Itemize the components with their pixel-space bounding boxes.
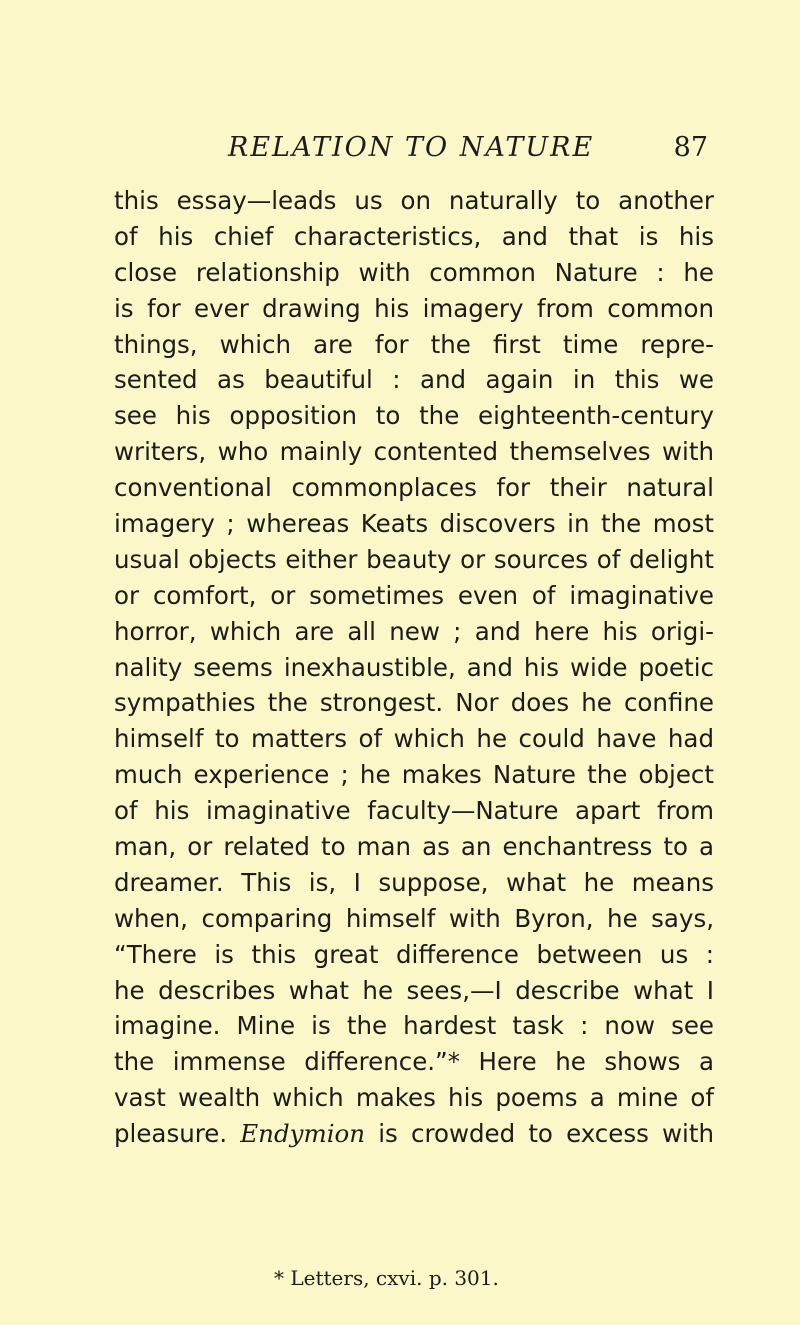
- text-line: close relationship with common Nature : he: [114, 257, 714, 287]
- text-line: things, which are for the first time repre-: [114, 329, 714, 359]
- text-line: sented as beautiful : and again in this we: [114, 365, 714, 395]
- text-line: sympathies the strongest. Nor does he confine: [114, 688, 714, 718]
- text-line: vast wealth which makes his poems a mine of: [114, 1083, 714, 1113]
- text-line: much experience ; he makes Nature the object: [114, 760, 714, 790]
- footnote: * Letters, cxvi. p. 301.: [274, 1266, 499, 1290]
- text-line: “There is this great difference between us :: [114, 939, 714, 969]
- text-line: imagery ; whereas Keats discovers in the most: [114, 509, 714, 539]
- text-fragment: pleasure.: [114, 1119, 228, 1149]
- text-line: writers, who mainly contented themselves with: [114, 437, 714, 467]
- text-line: of his chief characteristics, and that is his: [114, 221, 714, 251]
- text-line: when, comparing himself with Byron, he says,: [114, 903, 714, 933]
- text-line-last: [114, 1116, 714, 1152]
- text-line: see his opposition to the eighteenth-century: [114, 401, 714, 431]
- text-line: horror, which are all new ; and here his origi-: [114, 616, 714, 646]
- page-number: 87: [673, 132, 708, 163]
- text-line: himself to matters of which he could have had: [114, 724, 714, 754]
- text-line: this essay—leads us on naturally to another: [114, 186, 714, 215]
- text-line: is for ever drawing his imagery from common: [114, 293, 714, 323]
- text-line: imagine. Mine is the hardest task : now see: [114, 1011, 714, 1041]
- text-line: he describes what he sees,—I describe what I: [114, 975, 714, 1005]
- text-fragment: is crowded to excess with: [378, 1119, 714, 1149]
- text-line: man, or related to man as an enchantress to a: [114, 832, 714, 862]
- text-line: conventional commonplaces for their natural: [114, 473, 714, 503]
- body-text: [114, 183, 714, 1152]
- running-head: [228, 128, 708, 168]
- text-line: or comfort, or sometimes even of imaginative: [114, 580, 714, 610]
- running-title: RELATION TO NATURE: [228, 132, 595, 163]
- text-line: the immense difference.”* Here he shows a: [114, 1047, 714, 1077]
- text-line: dreamer. This is, I suppose, what he means: [114, 867, 714, 897]
- text-line: of his imaginative faculty—Nature apart from: [114, 796, 714, 826]
- italic-title: Endymion: [240, 1119, 366, 1149]
- text-line: nality seems inexhaustible, and his wide poetic: [114, 652, 714, 682]
- text-line: usual objects either beauty or sources of delight: [114, 544, 714, 574]
